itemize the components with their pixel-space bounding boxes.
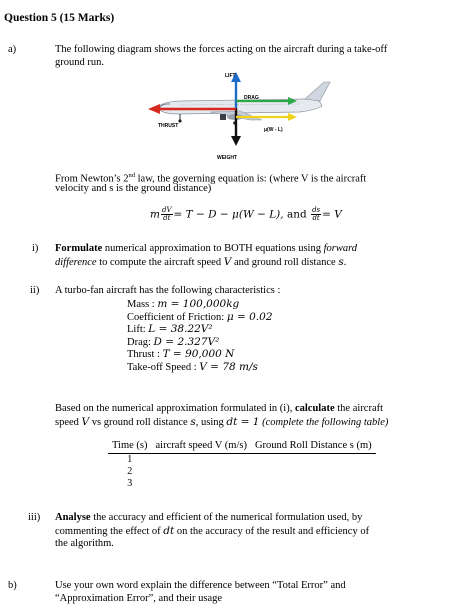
part-a-intro-2: ground run. (55, 57, 104, 68)
char-thrust: Thrust : T = 90,000 N (127, 348, 235, 360)
part-a-intro-1: The following diagram shows the forces acting on the aircraft during a take-off (55, 44, 388, 55)
friction-label: μ(W - L) (264, 127, 283, 133)
aircraft-diagram-svg (140, 68, 340, 164)
characteristics-list (127, 298, 273, 373)
char-takeoff-speed: Take-off Speed : V = 78 m/s (127, 360, 258, 373)
newton-paragraph-2: velocity and s is the ground distance) (55, 183, 212, 194)
drag-label: DRAG (244, 95, 259, 101)
part-b-text-2: “Approximation Error”, and their usage (55, 593, 223, 604)
part-i-text-1: Formulate numerical approximation to BOTH equations using forward (55, 243, 358, 254)
question-title: Question 5 (15 Marks) (4, 12, 115, 24)
force-diagram (140, 68, 340, 164)
part-iii-text-1: Analyse the accuracy and efficient of the numerical formulation used, by (55, 512, 363, 523)
part-b-text-1: Use your own word explain the difference between “Total Error” and (55, 580, 346, 591)
part-ii-paragraph-1: Based on the numerical approximation formulated in (i), calculate the aircraft (55, 403, 384, 414)
part-b-label: b) (8, 580, 17, 591)
char-drag: Drag: D = 2.327V² (127, 335, 220, 348)
char-friction: Coefficient of Friction: μ = 0.02 (127, 310, 273, 323)
results-table (108, 440, 376, 490)
newton-paragraph-1: From Newton’s 2nd law, the governing equation is: (where V is the aircraft (55, 172, 367, 185)
part-a-label: a) (8, 44, 17, 55)
part-iii-text-3: the algorithm. (55, 538, 114, 549)
part-ii-paragraph-2: speed V vs ground roll distance s, using dt = 1 (complete the following table) (55, 416, 389, 428)
part-iii-text-2: commenting the effect of dt on the accuracy of the result and efficiency of (55, 525, 370, 537)
lift-label: LIFT (225, 73, 236, 79)
weight-label: WEIGHT (217, 155, 237, 161)
header-speed: aircraft speed V (m/s) (152, 440, 251, 453)
table-row: 1 (127, 453, 133, 465)
header-distance: Ground Roll Distance s (m) (251, 440, 376, 453)
part-ii-intro: A turbo-fan aircraft has the following characteristics : (55, 285, 281, 296)
thrust-label: THRUST (158, 123, 179, 129)
char-mass: Mass : m = 100,000kg (127, 298, 240, 310)
table-row: 3 (127, 477, 133, 489)
part-ii-label: ii) (30, 285, 40, 296)
part-iii-label: iii) (28, 512, 41, 523)
governing-equation: m $\frac{dV}{dt}$ = T − D − μ(W − L), and $\frac{ds}{dt}$ = V (150, 206, 342, 222)
header-time: Time (s) (108, 440, 152, 453)
table-row: 2 (127, 465, 133, 477)
char-lift: Lift: L = 38.22V² (127, 323, 213, 335)
results-table-wrapper (108, 440, 376, 490)
part-i-label: i) (32, 243, 39, 254)
part-i-text-2: difference to compute the aircraft speed V and ground roll distance s. (55, 256, 347, 268)
